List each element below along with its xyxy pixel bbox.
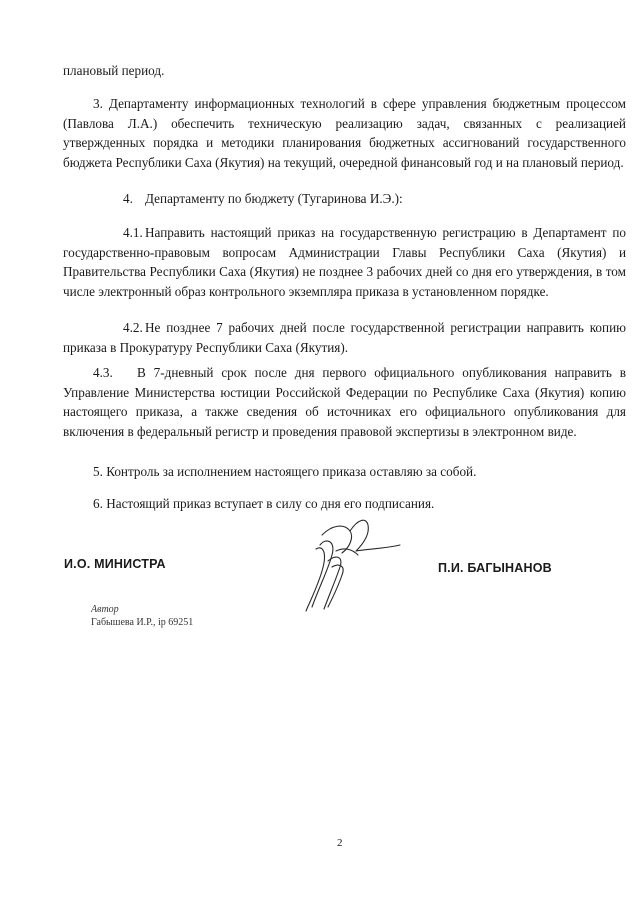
- paragraph-6: 6. Настоящий приказ вступает в силу со дня его подписания.: [93, 496, 435, 511]
- handwritten-signature: [292, 515, 402, 615]
- paragraph-5: 5. Контроль за исполнением настоящего приказа оставляю за собой.: [93, 464, 477, 479]
- paragraph-4-3: [63, 363, 626, 441]
- paragraph-4-3-number: 4.3.: [93, 365, 113, 380]
- author-label: Автор: [91, 604, 119, 615]
- paragraph-4-2-number: 4.2.: [123, 320, 143, 335]
- paragraph-4-number: 4.: [123, 191, 133, 206]
- paragraph-4-2: [63, 318, 626, 357]
- paragraph-4-1-text: Направить настоящий приказ на государственную регистрацию в Департамент по государственно-правовым вопросам Администрации Главы Республики Саха (Якутия) и Правительства Республики Саха (Якутия) не позднее 3 рабочих дней со дня его утверждения, в том числе электронный образ контрольного экземпляра приказа в установленном порядке.: [63, 225, 626, 299]
- page-number: 2: [337, 837, 343, 849]
- signatory-name: П.И. БАГЫНАНОВ: [438, 561, 552, 575]
- paragraph-4-1-number: 4.1.: [123, 225, 143, 240]
- paragraph-4-1: [63, 223, 626, 301]
- paragraph-4-text: Департаменту по бюджету (Тугаринова И.Э.):: [145, 191, 403, 206]
- paragraph-4-2-text: Не позднее 7 рабочих дней после государственной регистрации направить копию приказа в Прокуратуру Республики Саха (Якутия).: [63, 320, 626, 355]
- paragraph-4-3-text: В 7-дневный срок после дня первого официального опубликования направить в Управление Министерства юстиции Российской Федерации по Республике Саха (Якутия) копию настоящего приказа, а также сведения об источниках его официального опубликования для включения в федеральный регистр и проведения правовой экспертизы в электронном виде.: [63, 365, 626, 439]
- position-title: И.О. МИНИСТРА: [64, 557, 166, 571]
- author-details: Габышева И.Р., ip 69251: [91, 617, 194, 628]
- paragraph-4: [63, 189, 626, 209]
- paragraph-3: 3. Департаменту информационных технологий в сфере управления бюджетным процессом (Павлова Л.А.) обеспечить техническую реализацию задач, связанных с реализацией утвержденных порядка и методики планирования бюджетных ассигнований государственного бюджета Республики Саха (Якутия) на текущий, очередной финансовый год и на плановый период.: [63, 96, 626, 170]
- continuation-line: плановый период.: [63, 63, 165, 78]
